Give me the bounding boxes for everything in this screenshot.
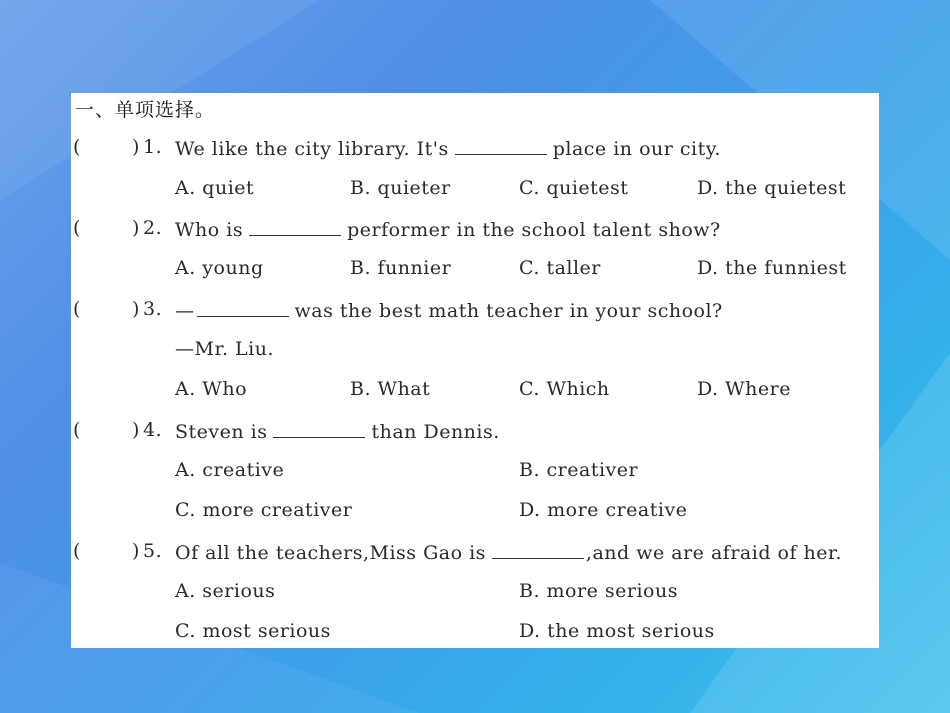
option-c: C. taller [519, 257, 601, 279]
question-number: 4. [143, 419, 163, 441]
option-b: B. creativer [519, 459, 639, 481]
question-stem: We like the city library. It's place in our city. [175, 138, 721, 160]
answer-paren-close: ) [132, 217, 140, 239]
question-stem: Steven is than Dennis. [175, 421, 500, 443]
question-number: 3. [143, 298, 163, 320]
answer-blank [249, 217, 341, 236]
option-b: B. more serious [519, 580, 678, 602]
answer-paren-close: ) [132, 419, 140, 441]
option-c: C. most serious [175, 620, 331, 642]
answer-blank [273, 419, 365, 438]
option-d: D. more creative [519, 499, 688, 521]
answer-paren-close: ) [132, 298, 140, 320]
dialogue-reply: —Mr. Liu. [175, 338, 274, 360]
option-b: B. funnier [350, 257, 452, 279]
answer-paren-open: ( [73, 136, 81, 158]
answer-paren-open: ( [73, 217, 81, 239]
question-number: 1. [143, 136, 163, 158]
worksheet-page [71, 93, 879, 648]
question-stem: Of all the teachers,Miss Gao is ,and we are afraid of her. [175, 542, 843, 564]
option-b: B. What [350, 378, 431, 400]
answer-blank [455, 136, 547, 155]
option-d: D. the quietest [697, 177, 847, 199]
answer-paren-close: ) [132, 540, 140, 562]
question-number: 5. [143, 540, 163, 562]
answer-paren-open: ( [73, 419, 81, 441]
option-a: A. quiet [175, 177, 255, 199]
answer-paren-open: ( [73, 540, 81, 562]
question-stem: Who is performer in the school talent show? [175, 219, 721, 241]
option-c: C. more creativer [175, 499, 353, 521]
option-d: D. the most serious [519, 620, 715, 642]
option-c: C. quietest [519, 177, 629, 199]
answer-blank [197, 298, 289, 317]
option-c: C. Which [519, 378, 610, 400]
section-heading: 一、单项选择。 [75, 99, 216, 121]
option-a: A. creative [175, 459, 285, 481]
option-a: A. Who [175, 378, 248, 400]
question-number: 2. [143, 217, 163, 239]
option-a: A. serious [175, 580, 276, 602]
option-d: D. the funniest [697, 257, 847, 279]
question-stem: — was the best math teacher in your school? [175, 300, 723, 322]
answer-paren-open: ( [73, 298, 81, 320]
option-a: A. young [175, 257, 264, 279]
answer-paren-close: ) [132, 136, 140, 158]
answer-blank [492, 540, 584, 559]
option-d: D. Where [697, 378, 791, 400]
option-b: B. quieter [350, 177, 451, 199]
